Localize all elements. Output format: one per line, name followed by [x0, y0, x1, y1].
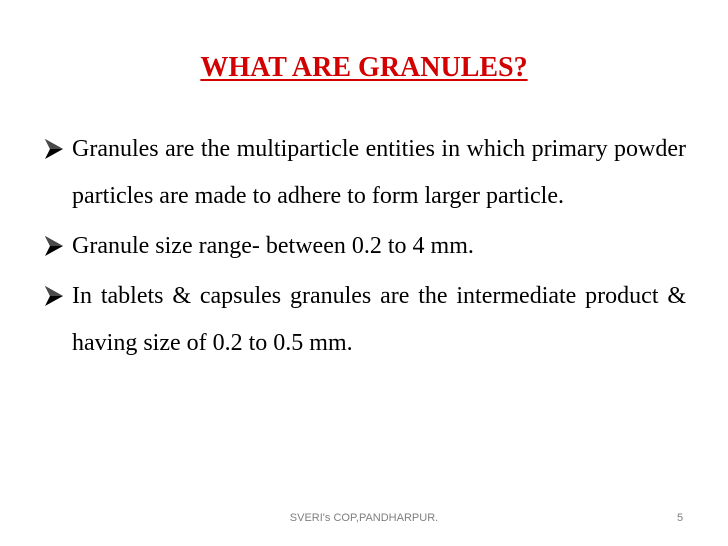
- arrow-bullet-icon: [44, 285, 64, 307]
- bullet-text: Granules are the multiparticle entities in which primary powder particles are made to adhere to form larger particle.: [72, 136, 686, 209]
- page-number: 5: [677, 512, 684, 524]
- footer-institution: SVERI's COP,PANDHARPUR.: [289, 512, 439, 524]
- bullet-list: [44, 126, 686, 370]
- bullet-text: Granule size range- between 0.2 to 4 mm.: [72, 233, 474, 259]
- bullet-item: [44, 223, 686, 270]
- bullet-item: [44, 273, 686, 367]
- bullet-item: [44, 126, 686, 220]
- slide-title: WHAT ARE GRANULES?: [200, 52, 528, 83]
- bullet-text: In tablets & capsules granules are the intermediate product & having size of 0.2 to 0.5 mm.: [72, 283, 686, 356]
- arrow-bullet-icon: [44, 138, 64, 160]
- arrow-bullet-icon: [44, 235, 64, 257]
